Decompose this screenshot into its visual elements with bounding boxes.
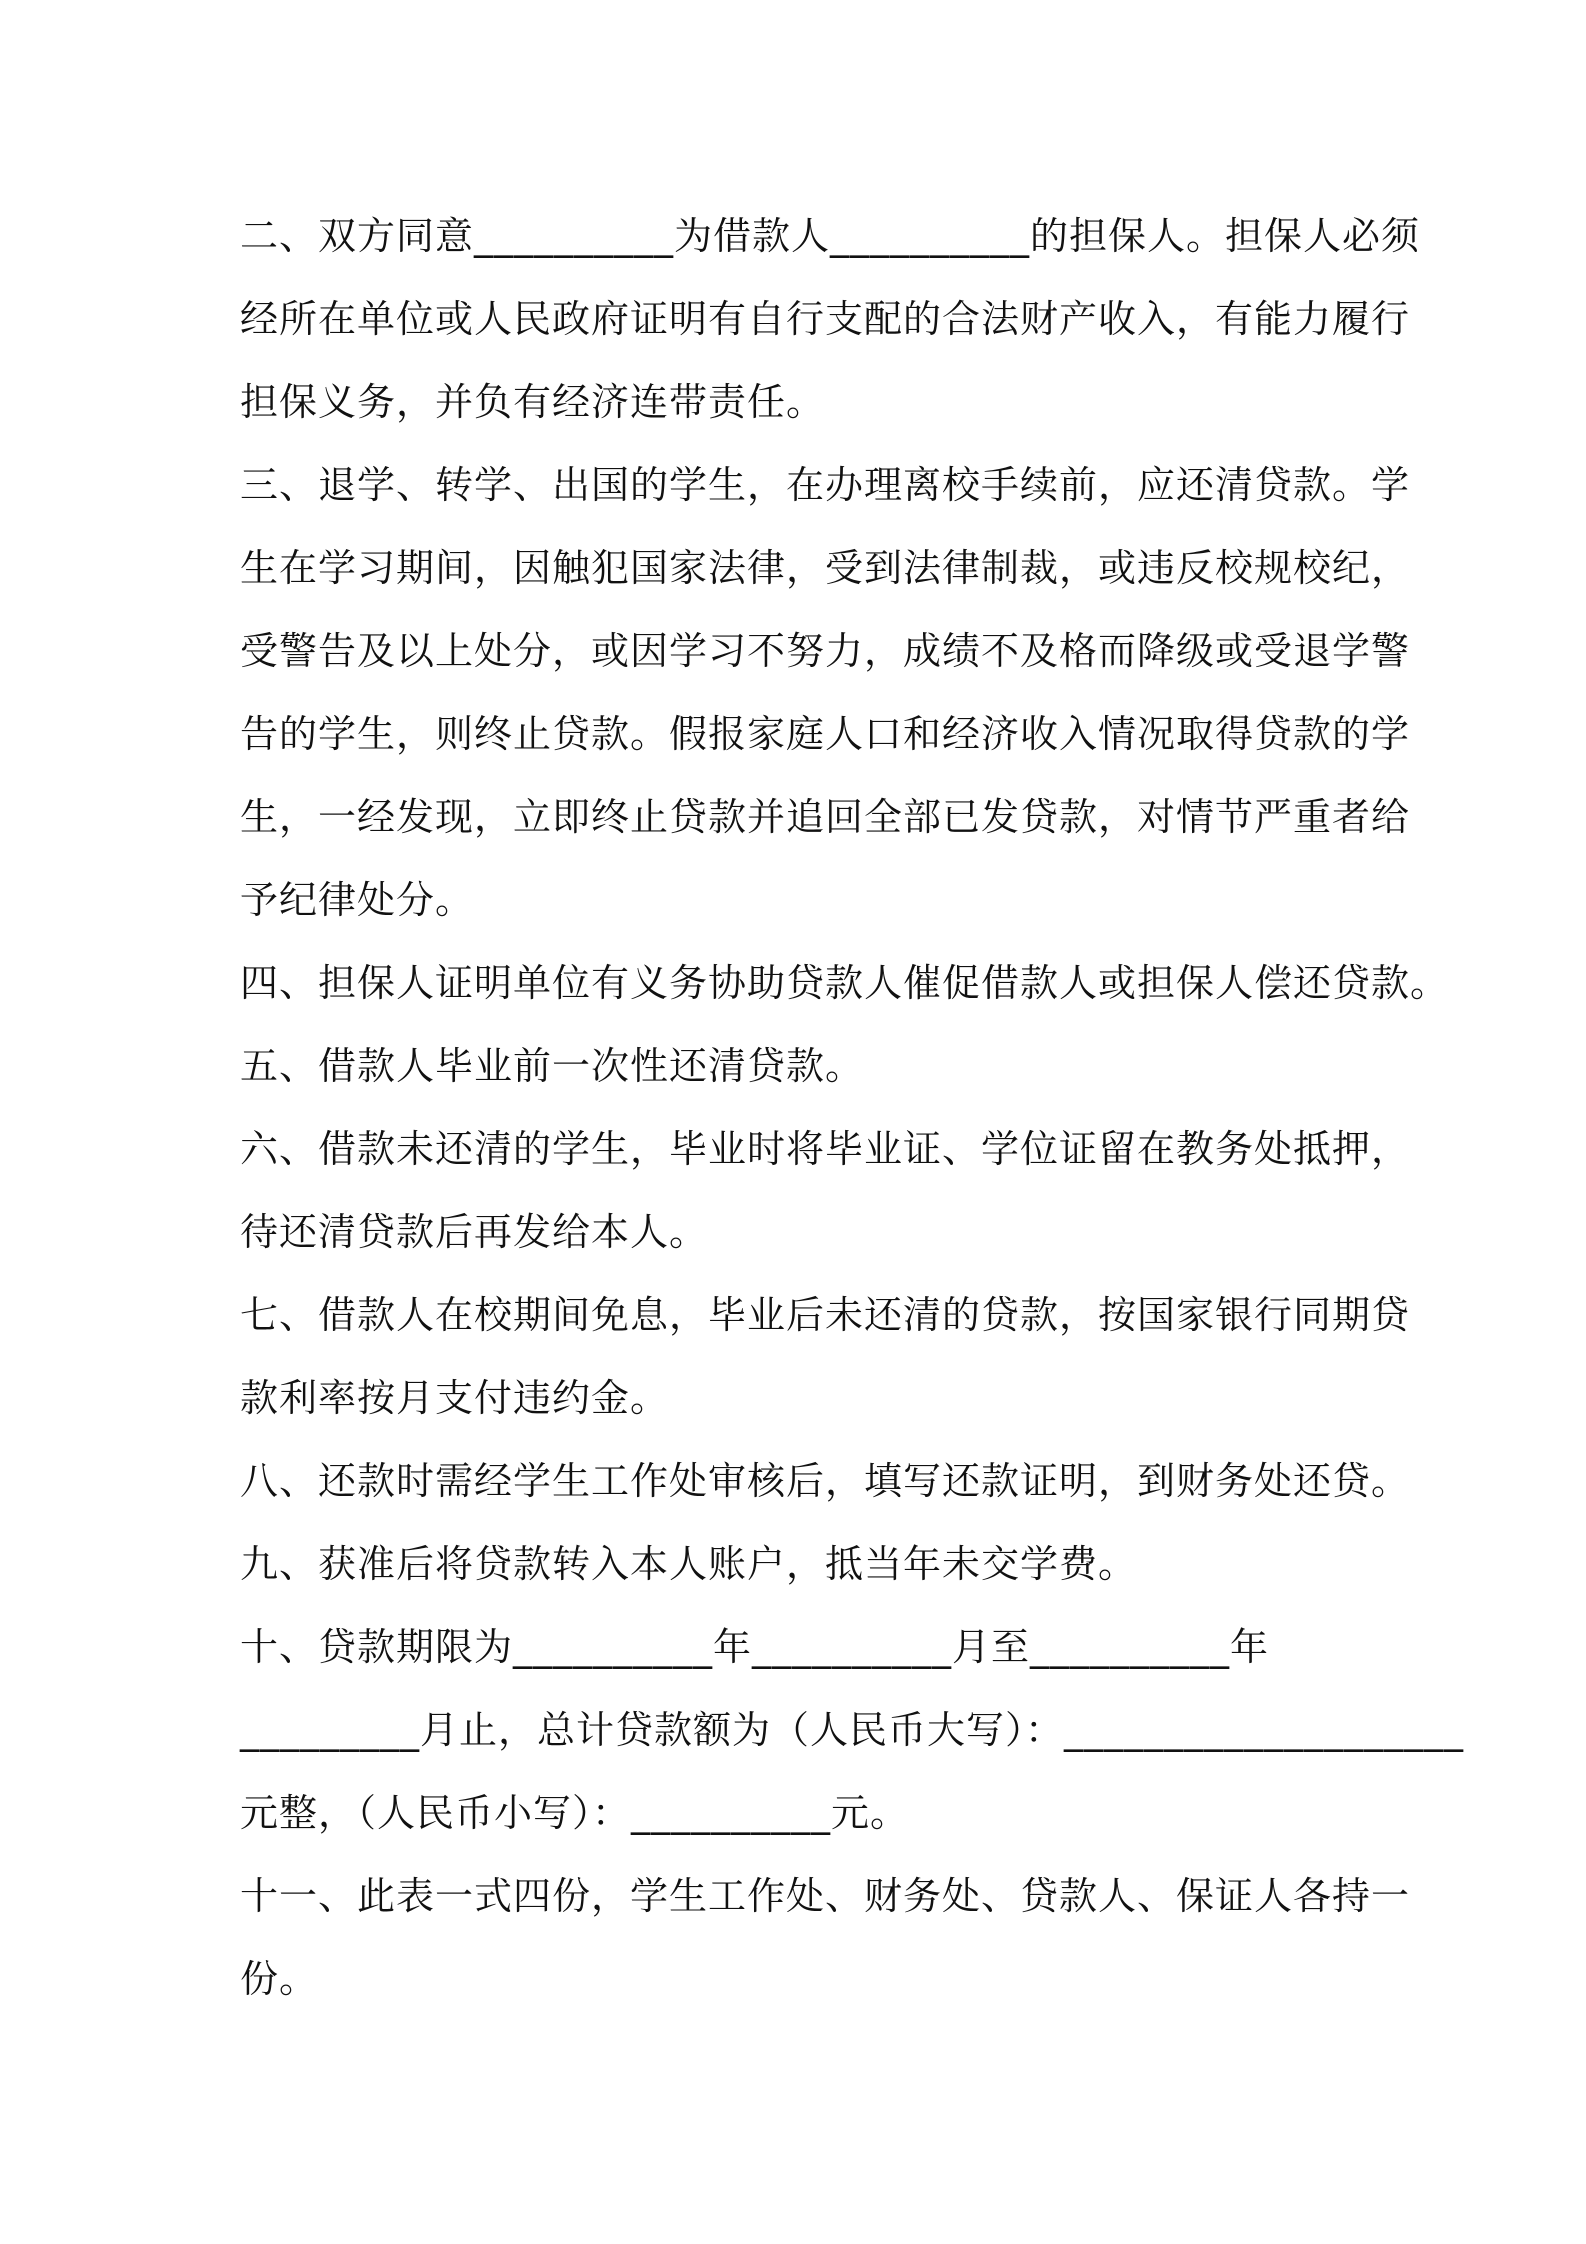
clause-6-line-2: 待还清贷款后再发给本人。: [240, 1210, 709, 1254]
clause-3-line-4: 告的学生，则终止贷款。假报家庭人口和经济收入情况取得贷款的学: [240, 712, 1411, 756]
clause-6-line-1: 六、借款未还清的学生，毕业时将毕业证、学位证留在教务处抵押，: [240, 1127, 1411, 1171]
clause-11-line-2: 份。: [240, 1957, 319, 2001]
clause-11-line-1: 十一、此表一式四份，学生工作处、财务处、贷款人、保证人各持一: [240, 1874, 1411, 1918]
clause-3-line-6: 予纪律处分。: [240, 878, 475, 922]
clause-8-line-1: 八、还款时需经学生工作处审核后，填写还款证明，到财务处还贷。: [240, 1459, 1411, 1503]
clause-3-line-2: 生在学习期间，因触犯国家法律，受到法律制裁，或违反校规校纪，: [240, 546, 1411, 590]
clause-3-line-5: 生，一经发现，立即终止贷款并追回全部已发贷款，对情节严重者给: [240, 795, 1411, 839]
document-body: [240, 195, 1465, 2021]
clause-7-line-2: 款利率按月支付违约金。: [240, 1376, 670, 1420]
clause-10-line-1: 十、贷款期限为__________年__________月至__________年: [240, 1625, 1270, 1669]
clause-2-line-2: 经所在单位或人民政府证明有自行支配的合法财产收入，有能力履行: [240, 297, 1411, 341]
clause-2-line-3: 担保义务，并负有经济连带责任。: [240, 380, 826, 424]
clause-10-line-3: 元整，（人民币小写）：__________元。: [240, 1791, 910, 1835]
clause-9-line-1: 九、获准后将贷款转入本人账户，抵当年未交学费。: [240, 1542, 1138, 1586]
clause-3-line-1: 三、退学、转学、出国的学生，在办理离校手续前，应还清贷款。学: [240, 463, 1411, 507]
clause-7-line-1: 七、借款人在校期间免息，毕业后未还清的贷款，按国家银行同期贷: [240, 1293, 1411, 1337]
clause-3-line-3: 受警告及以上处分，或因学习不努力，成绩不及格而降级或受退学警: [240, 629, 1411, 673]
clause-2-line-1: 二、双方同意__________为借款人__________的担保人。担保人必须: [240, 214, 1421, 258]
clause-5-line-1: 五、借款人毕业前一次性还清贷款。: [240, 1044, 865, 1088]
clause-4-line-1: 四、担保人证明单位有义务协助贷款人催促借款人或担保人偿还贷款。: [240, 961, 1450, 1005]
clause-10-line-2: _________月止，总计贷款额为（人民币大写）：____________________: [240, 1708, 1465, 1752]
